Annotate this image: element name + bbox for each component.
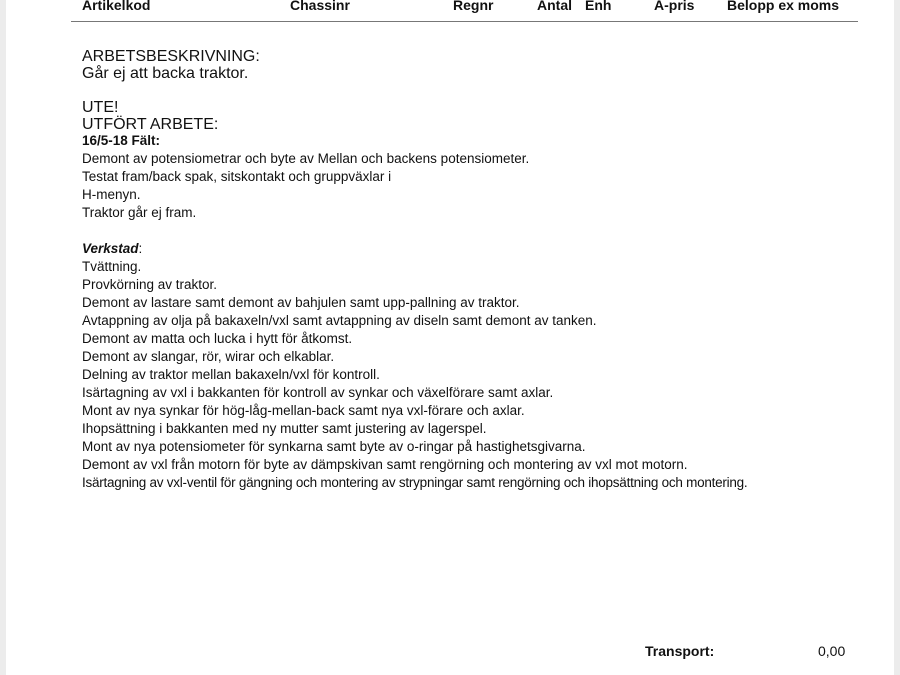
description-text: Går ej att backa traktor.: [82, 65, 249, 82]
workshop-title: [82, 240, 142, 258]
page-edge-left: [0, 0, 6, 675]
workshop-line: Isärtagning av vxl i bakkanten för kontroll av synkar och växelförare samt axlar.: [82, 385, 554, 400]
workshop-line: Demont av matta och lucka i hytt för åtkomst.: [82, 331, 353, 346]
field-line: H-menyn.: [82, 187, 141, 202]
col-antal: Antal: [537, 0, 572, 13]
workshop-title-text: Verkstad: [82, 241, 139, 256]
workshop-line: Demont av lastare samt demont av bahjulen samt upp-pallning av traktor.: [82, 295, 520, 310]
ute-label: UTE!: [82, 99, 119, 116]
field-line: Demont av potensiometrar och byte av Mellan och backens potensiometer.: [82, 151, 530, 166]
workshop-line: Provkörning av traktor.: [82, 277, 218, 292]
col-belopp: Belopp ex moms: [727, 0, 840, 13]
transport-label: Transport:: [645, 643, 715, 659]
workshop-line: Mont av nya synkar för hög-låg-mellan-back samt nya vxl-förare och axlar.: [82, 403, 525, 418]
transport-value: 0,00: [818, 643, 846, 659]
col-artikelkod: Artikelkod: [82, 0, 151, 13]
workshop-line: Delning av traktor mellan bakaxeln/vxl för kontroll.: [82, 367, 380, 382]
workshop-line: Avtappning av olja på bakaxeln/vxl samt avtappning av diseln samt demont av tanken.: [82, 313, 597, 328]
workshop-line: Demont av vxl från motorn för byte av dämpskivan samt rengörning och montering av vxl mot motorn.: [82, 457, 688, 472]
workshop-line: Tvättning.: [82, 259, 142, 274]
page-edge-right: [894, 0, 900, 675]
col-enh: Enh: [585, 0, 612, 13]
field-title: 16/5-18 Fält:: [82, 133, 161, 148]
description-heading: ARBETSBESKRIVNING:: [82, 48, 260, 65]
header-divider: [71, 21, 858, 22]
workshop-line: Demont av slangar, rör, wirar och elkablar.: [82, 349, 335, 364]
col-chassinr: Chassinr: [290, 0, 350, 13]
performed-heading: UTFÖRT ARBETE:: [82, 116, 219, 133]
workshop-line: Ihopsättning i bakkanten med ny mutter samt justering av lagerspel.: [82, 421, 487, 436]
workshop-title-colon: :: [138, 241, 143, 256]
workshop-line: Isärtagning av vxl-ventil för gängning och montering av strypningar samt rengörning och ihopsättning och montering.: [82, 475, 748, 490]
col-regnr: Regnr: [453, 0, 494, 13]
field-line: Traktor går ej fram.: [82, 205, 197, 220]
col-a-pris: A-pris: [654, 0, 695, 13]
workshop-line: Mont av nya potensiometer för synkarna samt byte av o-ringar på hastighetsgivarna.: [82, 439, 586, 454]
field-line: Testat fram/back spak, sitskontakt och gruppväxlar i: [82, 169, 392, 184]
